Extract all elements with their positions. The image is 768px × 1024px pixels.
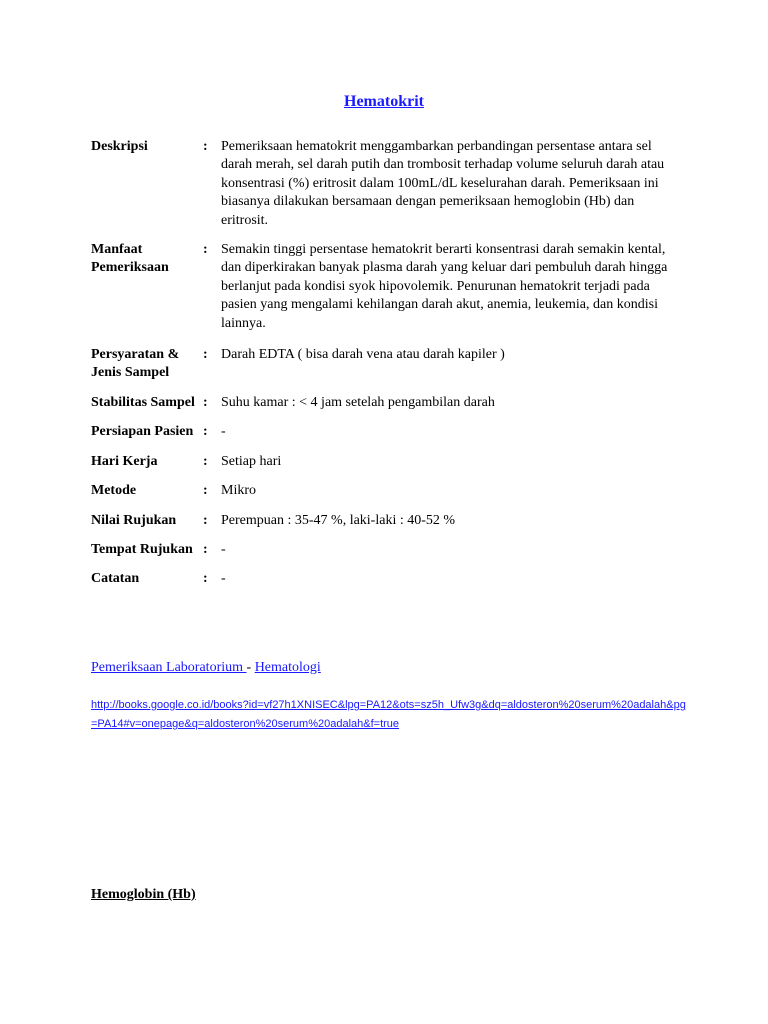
row-value: - [221, 424, 226, 440]
breadcrumb [91, 659, 321, 677]
row-value: - [221, 571, 226, 587]
row-catatan [91, 570, 691, 588]
row-colon: : [203, 424, 208, 440]
row-value: Semakin tinggi persentase hematokrit berarti konsentrasi darah semakin kental, dan diperkirakan banyak plasma darah yang keluar dari pembuluh darah hingga berlanjut pada kondisi syok hipovolemik. Penurunan hematokrit terjadi pada pasien yang mengalami kehilangan darah akut, anemia, leukemia, dan kondisi lainnya. [221, 242, 668, 331]
row-label: Catatan [91, 571, 140, 587]
row-stabilitas [91, 394, 691, 412]
row-colon: : [203, 347, 208, 363]
breadcrumb-separator: - [246, 660, 255, 675]
row-colon: : [203, 483, 208, 499]
lab-link[interactable]: Pemeriksaan Laboratorium [91, 660, 247, 675]
row-hari-kerja [91, 453, 691, 471]
row-label: Tempat Rujukan [91, 541, 193, 557]
row-deskripsi [91, 138, 691, 230]
row-label: Stabilitas Sampel [91, 394, 195, 410]
row-tempat-rujukan [91, 541, 691, 559]
info-table [91, 138, 691, 600]
page-title [0, 92, 768, 112]
row-colon: : [203, 512, 208, 528]
row-label: Nilai Rujukan [91, 512, 177, 528]
source-url-link[interactable]: http://books.google.co.id/books?id=vf27h1XNISEC&lpg=PA12&ots=sz5h_Ufw3g&dq=aldosteron%20serum%20adalah&pg=PA14#v=onepage&q=aldosteron%20serum%20adalah&f=true [91, 699, 686, 730]
row-colon: : [203, 541, 208, 557]
row-colon: : [203, 242, 208, 258]
row-value: Darah EDTA ( bisa darah vena atau darah kapiler ) [221, 347, 505, 363]
row-label: Deskripsi [91, 139, 148, 154]
row-value: - [221, 541, 226, 557]
row-persiapan [91, 423, 691, 441]
row-colon: : [203, 139, 208, 154]
row-label: Manfaat Pemeriksaan [91, 242, 169, 276]
row-persyaratan [91, 346, 691, 383]
row-nilai-rujukan [91, 512, 691, 530]
row-label: Persyaratan & Jenis Sampel [91, 347, 180, 381]
row-colon: : [203, 453, 208, 469]
title-link[interactable]: Hematokrit [344, 93, 424, 110]
row-value: Suhu kamar : < 4 jam setelah pengambilan darah [221, 394, 495, 410]
row-colon: : [203, 394, 208, 410]
hematologi-link[interactable]: Hematologi [254, 660, 321, 675]
row-label: Persiapan Pasien [91, 424, 194, 440]
row-value: Perempuan : 35-47 %, laki-laki : 40-52 % [221, 512, 456, 528]
row-label: Metode [91, 483, 137, 499]
row-metode [91, 482, 691, 500]
row-value: Pemeriksaan hematokrit menggambarkan perbandingan persentase antara sel darah merah, sel darah putih dan trombosit terhadap volume seluruh darah atau konsentrasi (%) eritrosit dalam 100mL/dL keselurahan darah. Pemeriksaan ini biasanya dilakukan bersamaan dengan pemeriksaan hemoglobin (Hb) dan eritrosit. [221, 139, 665, 228]
row-value: Mikro [221, 483, 256, 499]
row-colon: : [203, 571, 208, 587]
row-manfaat [91, 241, 691, 333]
row-label: Hari Kerja [91, 453, 158, 469]
section-heading-hemoglobin: Hemoglobin (Hb) [91, 887, 196, 902]
row-value: Setiap hari [221, 453, 282, 469]
